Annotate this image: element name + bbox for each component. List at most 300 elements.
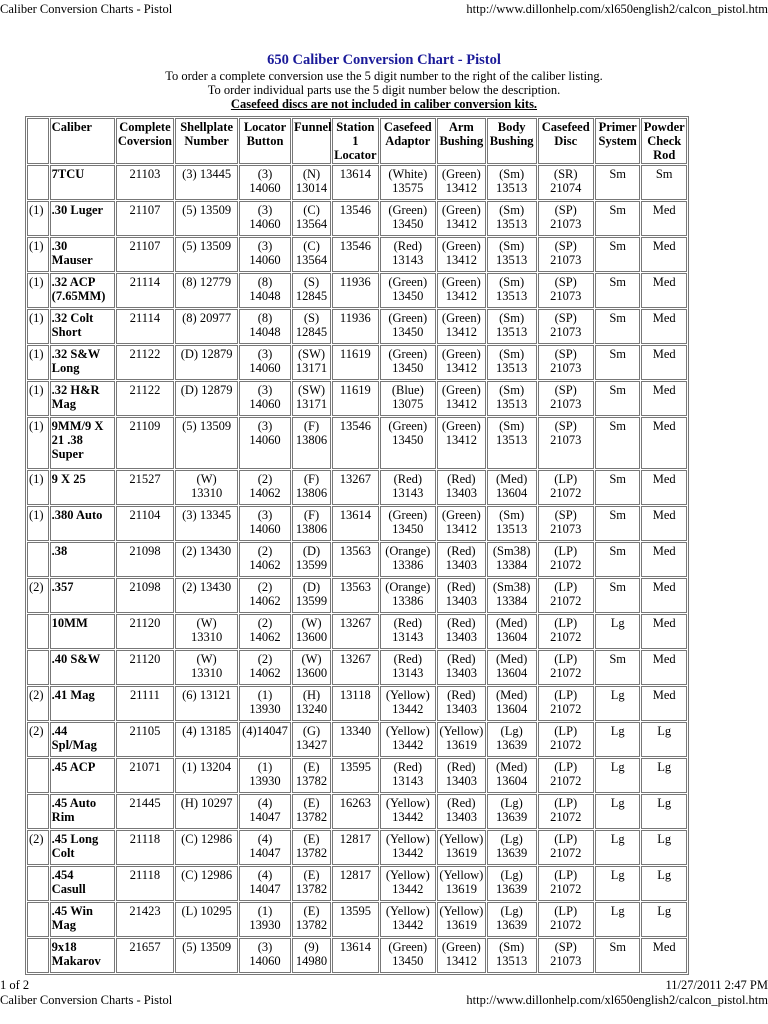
locator-button-cell-line: (3) [257, 419, 273, 433]
caliber-cell [50, 165, 115, 200]
powder-check-rod-cell [641, 345, 687, 380]
casefeed-disc-cell [538, 578, 594, 613]
column-header [437, 118, 486, 164]
locator-button-cell-line: (4)14047 [242, 724, 288, 738]
shellplate-cell [175, 902, 238, 937]
powder-check-rod-cell [641, 614, 687, 649]
primer-system-cell-line: Sm [609, 508, 626, 522]
table-row [27, 650, 687, 685]
locator-button-cell-line: 14060 [249, 433, 281, 447]
casefeed-adaptor-cell [380, 381, 436, 416]
primer-system-cell-line: Sm [609, 167, 626, 181]
complete-conversion-cell-line: 21118 [129, 868, 161, 882]
casefeed-disc-cell-line: (SP) [554, 383, 577, 397]
powder-check-rod-cell-line: Lg [657, 832, 672, 846]
powder-check-rod-cell-line: Med [652, 580, 676, 594]
station-locator-cell [332, 542, 379, 577]
complete-conversion-cell [116, 542, 175, 577]
casefeed-disc-cell-line: (LP) [554, 904, 578, 918]
locator-button-cell-line: (3) [257, 347, 273, 361]
funnel-cell-line: 14980 [295, 954, 328, 968]
body-bushing-cell-line: (Sm) [499, 275, 525, 289]
shellplate-cell-line: 13310 [190, 630, 223, 644]
casefeed-disc-cell [538, 614, 594, 649]
table-row [27, 686, 687, 721]
casefeed-disc-cell-line: 21072 [550, 810, 582, 824]
primer-system-cell [595, 542, 641, 577]
body-bushing-cell-line: 13639 [496, 738, 528, 752]
caliber-cell-line: .41 Mag [51, 688, 95, 702]
arm-bushing-cell-line: (Green) [441, 347, 481, 361]
table-row [27, 938, 687, 973]
casefeed-adaptor-cell-line: 13143 [392, 630, 424, 644]
casefeed-disc-cell [538, 650, 594, 685]
body-bushing-cell-line: 13604 [496, 630, 528, 644]
primer-system-cell [595, 381, 641, 416]
casefeed-adaptor-cell [380, 686, 436, 721]
table-row [27, 470, 687, 505]
station-locator-cell-line: 13614 [339, 167, 371, 181]
note-cell-line: (2) [29, 724, 44, 738]
arm-bushing-cell [437, 650, 486, 685]
locator-button-cell-line: (3) [257, 167, 273, 181]
locator-button-cell-line: 13930 [249, 918, 281, 932]
funnel-cell-line: (E) [303, 868, 320, 882]
locator-button-cell [239, 237, 291, 272]
funnel-cell [292, 506, 331, 541]
body-bushing-cell-line: (Med) [496, 760, 528, 774]
body-bushing-cell-line: 13604 [496, 774, 528, 788]
station-locator-cell [332, 866, 379, 901]
funnel-cell-line: (SW) [297, 383, 326, 397]
station-locator-cell [332, 722, 379, 757]
station-locator-cell-line: 13340 [339, 724, 371, 738]
arm-bushing-cell-line: (Red) [447, 652, 476, 666]
shellplate-cell [175, 794, 238, 829]
powder-check-rod-cell [641, 506, 687, 541]
powder-check-rod-cell-line: Lg [657, 796, 672, 810]
primer-system-cell-line: Sm [609, 203, 626, 217]
funnel-cell-line: (E) [303, 760, 320, 774]
locator-button-cell-line: 14060 [249, 181, 281, 195]
funnel-cell [292, 794, 331, 829]
funnel-cell-line: 13427 [295, 738, 328, 752]
note-cell [27, 902, 49, 937]
station-locator-cell-line: 13546 [339, 239, 371, 253]
caliber-cell-line: .380 Auto [51, 508, 103, 522]
funnel-cell-line: 13806 [295, 486, 328, 500]
note-cell [27, 578, 49, 613]
arm-bushing-cell-line: 13619 [445, 738, 477, 752]
casefeed-disc-cell [538, 830, 594, 865]
body-bushing-cell [487, 938, 537, 973]
station-locator-cell [332, 381, 379, 416]
body-bushing-cell-line: (Sm) [499, 508, 525, 522]
locator-button-cell-line: 14060 [249, 397, 281, 411]
shellplate-cell-line: (8) 12779 [182, 275, 232, 289]
casefeed-disc-cell [538, 165, 594, 200]
note-cell [27, 938, 49, 973]
casefeed-adaptor-cell-line: (Yellow) [385, 832, 430, 846]
casefeed-adaptor-cell [380, 470, 436, 505]
funnel-cell-line: 13171 [295, 397, 328, 411]
primer-system-cell [595, 650, 641, 685]
caliber-cell [50, 794, 115, 829]
body-bushing-cell [487, 542, 537, 577]
complete-conversion-cell-line: 21105 [129, 724, 161, 738]
casefeed-disc-cell-line: 21072 [550, 630, 582, 644]
caliber-cell [50, 938, 115, 973]
funnel-cell-line: (W) [301, 652, 322, 666]
body-bushing-cell [487, 470, 537, 505]
column-header [380, 118, 436, 164]
body-bushing-cell [487, 237, 537, 272]
locator-button-cell-line: 14048 [249, 289, 281, 303]
arm-bushing-cell-line: (Red) [447, 580, 476, 594]
primer-system-cell [595, 794, 641, 829]
caliber-cell-line: 10MM [51, 616, 88, 630]
arm-bushing-cell-line: 13403 [445, 810, 477, 824]
locator-button-cell [239, 938, 291, 973]
caliber-cell-line: Spl/Mag [51, 738, 97, 752]
casefeed-adaptor-cell-line: 13442 [392, 702, 424, 716]
arm-bushing-cell-line: (Green) [441, 419, 481, 433]
funnel-cell-line: (C) [303, 203, 320, 217]
funnel-cell-line: (N) [302, 167, 321, 181]
funnel-cell-line: (D) [302, 544, 321, 558]
note-cell [27, 237, 49, 272]
shellplate-cell [175, 345, 238, 380]
caliber-cell-line: .45 Auto [51, 796, 97, 810]
locator-button-cell-line: (2) [257, 652, 273, 666]
body-bushing-cell-line: (Lg) [500, 904, 523, 918]
casefeed-disc-cell-line: (SP) [554, 275, 577, 289]
complete-conversion-cell-line: 21071 [129, 760, 161, 774]
arm-bushing-cell-line: 13403 [445, 702, 477, 716]
body-bushing-cell-line: 13604 [496, 486, 528, 500]
shellplate-cell-line: (5) 13509 [182, 940, 232, 954]
shellplate-cell [175, 938, 238, 973]
caliber-cell-line: 7TCU [51, 167, 85, 181]
body-bushing-cell [487, 614, 537, 649]
casefeed-adaptor-cell-line: (Red) [393, 760, 423, 774]
casefeed-adaptor-cell-line: 13442 [392, 810, 424, 824]
primer-system-cell-line: Lg [610, 760, 625, 774]
primer-system-cell-line: Sm [609, 580, 626, 594]
primer-system-cell [595, 614, 641, 649]
column-header [27, 118, 49, 164]
caliber-cell [50, 614, 115, 649]
funnel-cell [292, 902, 331, 937]
arm-bushing-cell-line: 13403 [445, 486, 477, 500]
funnel-cell [292, 417, 331, 469]
body-bushing-cell [487, 686, 537, 721]
funnel-cell [292, 542, 331, 577]
powder-check-rod-cell [641, 686, 687, 721]
casefeed-adaptor-cell-line: (Red) [393, 472, 423, 486]
caliber-cell [50, 506, 115, 541]
casefeed-adaptor-cell [380, 273, 436, 308]
arm-bushing-cell-line: 13412 [445, 217, 477, 231]
body-bushing-cell-line: 13513 [496, 289, 528, 303]
caliber-cell-line: 21 .38 [51, 433, 83, 447]
body-bushing-cell-line: (Sm38) [492, 544, 531, 558]
funnel-cell-line: 13782 [295, 846, 328, 860]
complete-conversion-cell-line: 21122 [129, 347, 161, 361]
body-bushing-cell-line: (Lg) [500, 832, 523, 846]
complete-conversion-cell-line: 21107 [129, 239, 161, 253]
arm-bushing-cell [437, 309, 486, 344]
casefeed-disc-cell-line: 21073 [550, 289, 582, 303]
casefeed-adaptor-cell-line: (Green) [388, 275, 428, 289]
casefeed-disc-cell-line: 21072 [550, 774, 582, 788]
primer-system-cell-line: Sm [609, 275, 626, 289]
powder-check-rod-cell-line: Lg [657, 904, 672, 918]
powder-check-rod-cell [641, 722, 687, 757]
body-bushing-cell-line: 13513 [496, 325, 528, 339]
shellplate-cell-line: 13310 [190, 666, 223, 680]
column-header-line: Disc [554, 134, 578, 148]
complete-conversion-cell [116, 758, 175, 793]
casefeed-disc-cell-line: (LP) [554, 616, 578, 630]
table-row [27, 201, 687, 236]
locator-button-cell [239, 830, 291, 865]
casefeed-disc-cell-line: 21072 [550, 666, 582, 680]
complete-conversion-cell [116, 417, 175, 469]
station-locator-cell [332, 165, 379, 200]
locator-button-cell [239, 902, 291, 937]
casefeed-adaptor-cell-line: 13143 [392, 253, 424, 267]
complete-conversion-cell [116, 578, 175, 613]
column-header-line: Number [184, 134, 229, 148]
column-header-line: Primer [598, 120, 637, 134]
shellplate-cell-line: (6) 13121 [182, 688, 232, 702]
table-row [27, 902, 687, 937]
caliber-cell-line: .32 H&R [51, 383, 100, 397]
casefeed-adaptor-cell [380, 650, 436, 685]
locator-button-cell [239, 309, 291, 344]
station-locator-cell-line: 13118 [339, 688, 371, 702]
powder-check-rod-cell [641, 470, 687, 505]
shellplate-cell-line: (L) 10295 [181, 904, 232, 918]
complete-conversion-cell [116, 345, 175, 380]
powder-check-rod-cell-line: Med [652, 544, 676, 558]
arm-bushing-cell [437, 794, 486, 829]
locator-button-cell-line: 14047 [249, 882, 281, 896]
station-locator-cell-line: 11936 [339, 311, 371, 325]
caliber-cell [50, 381, 115, 416]
caliber-cell-line: Mag [51, 918, 76, 932]
column-header [332, 118, 379, 164]
shellplate-cell-line: (5) 13509 [182, 419, 232, 433]
station-locator-cell-line: 11936 [339, 275, 371, 289]
body-bushing-cell [487, 722, 537, 757]
shellplate-cell [175, 381, 238, 416]
caliber-cell-line: Short [51, 325, 82, 339]
arm-bushing-cell-line: (Yellow) [439, 832, 484, 846]
locator-button-cell-line: (3) [257, 940, 273, 954]
arm-bushing-cell-line: 13412 [445, 522, 477, 536]
arm-bushing-cell-line: (Green) [441, 940, 481, 954]
station-locator-cell-line: 11619 [339, 383, 371, 397]
locator-button-cell-line: (4) [257, 796, 273, 810]
arm-bushing-cell-line: 13619 [445, 882, 477, 896]
caliber-cell-line: Colt [51, 846, 75, 860]
station-locator-cell-line: 12817 [339, 832, 371, 846]
caliber-cell-line: .454 [51, 868, 74, 882]
primer-system-cell [595, 165, 641, 200]
station-locator-cell-line: 16263 [339, 796, 371, 810]
powder-check-rod-cell-line: Med [652, 203, 676, 217]
body-bushing-cell [487, 201, 537, 236]
complete-conversion-cell [116, 165, 175, 200]
casefeed-disc-cell-line: (SP) [554, 239, 577, 253]
column-header-line: Arm [448, 120, 474, 134]
locator-button-cell [239, 165, 291, 200]
locator-button-cell-line: (3) [257, 203, 273, 217]
column-header-line: Casefeed [383, 120, 432, 134]
funnel-cell [292, 650, 331, 685]
primer-system-cell-line: Sm [609, 940, 626, 954]
column-header-line: Button [246, 134, 284, 148]
column-header-line: Powder [643, 120, 685, 134]
complete-conversion-cell [116, 938, 175, 973]
arm-bushing-cell [437, 902, 486, 937]
casefeed-adaptor-cell-line: 13143 [392, 666, 424, 680]
complete-conversion-cell-line: 21098 [129, 580, 161, 594]
casefeed-adaptor-cell-line: 13450 [392, 433, 424, 447]
body-bushing-cell-line: 13384 [496, 594, 528, 608]
note-cell-line: (1) [29, 347, 44, 361]
caliber-cell-line: Casull [51, 882, 86, 896]
casefeed-adaptor-cell-line: 13450 [392, 325, 424, 339]
body-bushing-cell-line: (Sm) [499, 167, 525, 181]
column-header [116, 118, 175, 164]
arm-bushing-cell-line: 13403 [445, 630, 477, 644]
locator-button-cell-line: 14060 [249, 253, 281, 267]
body-bushing-cell-line: 13639 [496, 882, 528, 896]
table-row [27, 309, 687, 344]
complete-conversion-cell [116, 866, 175, 901]
funnel-cell [292, 830, 331, 865]
locator-button-cell-line: 14060 [249, 954, 281, 968]
funnel-cell [292, 381, 331, 416]
powder-check-rod-cell [641, 381, 687, 416]
casefeed-disc-cell [538, 902, 594, 937]
locator-button-cell-line: (2) [257, 580, 273, 594]
body-bushing-cell-line: 13513 [496, 954, 528, 968]
station-locator-cell [332, 345, 379, 380]
body-bushing-cell-line: (Sm) [499, 311, 525, 325]
arm-bushing-cell-line: (Red) [447, 616, 476, 630]
column-header-line: System [598, 134, 637, 148]
primer-system-cell-line: Lg [610, 688, 625, 702]
shellplate-cell [175, 686, 238, 721]
complete-conversion-cell [116, 237, 175, 272]
complete-conversion-cell-line: 21107 [129, 203, 161, 217]
casefeed-disc-cell-line: 21072 [550, 558, 582, 572]
complete-conversion-cell [116, 470, 175, 505]
body-bushing-cell-line: 13513 [496, 253, 528, 267]
body-bushing-cell [487, 830, 537, 865]
column-header-line: Locator [243, 120, 287, 134]
shellplate-cell-line: (3) 13345 [182, 508, 232, 522]
casefeed-disc-cell-line: 21073 [550, 954, 582, 968]
casefeed-adaptor-cell-line: 13450 [392, 954, 424, 968]
caliber-cell [50, 686, 115, 721]
powder-check-rod-cell-line: Lg [657, 760, 672, 774]
column-header-line: Bushing [439, 134, 484, 148]
primer-system-cell [595, 506, 641, 541]
casefeed-adaptor-cell [380, 938, 436, 973]
station-locator-cell [332, 273, 379, 308]
funnel-cell-line: (H) [302, 688, 321, 702]
primer-system-cell-line: Lg [610, 796, 625, 810]
shellplate-cell-line: (W) [196, 616, 217, 630]
station-locator-cell [332, 686, 379, 721]
casefeed-disc-cell [538, 794, 594, 829]
powder-check-rod-cell-line: Med [652, 940, 676, 954]
funnel-cell [292, 614, 331, 649]
powder-check-rod-cell [641, 830, 687, 865]
body-bushing-cell-line: 13639 [496, 918, 528, 932]
shellplate-cell-line: (D) 12879 [180, 383, 233, 397]
column-header-line: Coversion [117, 134, 173, 148]
funnel-cell-line: (F) [303, 419, 320, 433]
complete-conversion-cell [116, 614, 175, 649]
primer-system-cell-line: Lg [610, 616, 625, 630]
table-row [27, 542, 687, 577]
station-locator-cell [332, 470, 379, 505]
funnel-cell-line: 13782 [295, 918, 328, 932]
locator-button-cell-line: 14062 [249, 666, 281, 680]
arm-bushing-cell [437, 830, 486, 865]
funnel-cell-line: (F) [303, 472, 320, 486]
casefeed-adaptor-cell-line: 13450 [392, 361, 424, 375]
shellplate-cell-line: (8) 20977 [182, 311, 232, 325]
casefeed-disc-cell [538, 237, 594, 272]
shellplate-cell-line: (2) 13430 [182, 580, 232, 594]
primer-system-cell [595, 470, 641, 505]
body-bushing-cell-line: (Sm) [499, 383, 525, 397]
casefeed-disc-cell-line: 21073 [550, 433, 582, 447]
body-bushing-cell [487, 794, 537, 829]
funnel-cell [292, 273, 331, 308]
body-bushing-cell-line: 13513 [496, 397, 528, 411]
footer-left [0, 978, 172, 1008]
powder-check-rod-cell [641, 417, 687, 469]
locator-button-cell-line: (4) [257, 868, 273, 882]
shellplate-cell-line: 13310 [190, 486, 223, 500]
casefeed-disc-cell-line: 21072 [550, 918, 582, 932]
station-locator-cell-line: 13595 [339, 904, 371, 918]
locator-button-cell-line: (8) [257, 311, 273, 325]
funnel-cell-line: (SW) [297, 347, 326, 361]
arm-bushing-cell [437, 938, 486, 973]
locator-button-cell-line: 14062 [249, 630, 281, 644]
primer-system-cell [595, 345, 641, 380]
arm-bushing-cell-line: (Green) [441, 167, 481, 181]
shellplate-cell [175, 417, 238, 469]
caliber-cell [50, 830, 115, 865]
funnel-cell-line: (E) [303, 904, 320, 918]
body-bushing-cell [487, 758, 537, 793]
casefeed-disc-cell-line: 21072 [550, 594, 582, 608]
funnel-cell-line: (S) [303, 275, 320, 289]
funnel-cell [292, 722, 331, 757]
powder-check-rod-cell-line: Med [652, 347, 676, 361]
note-cell [27, 794, 49, 829]
